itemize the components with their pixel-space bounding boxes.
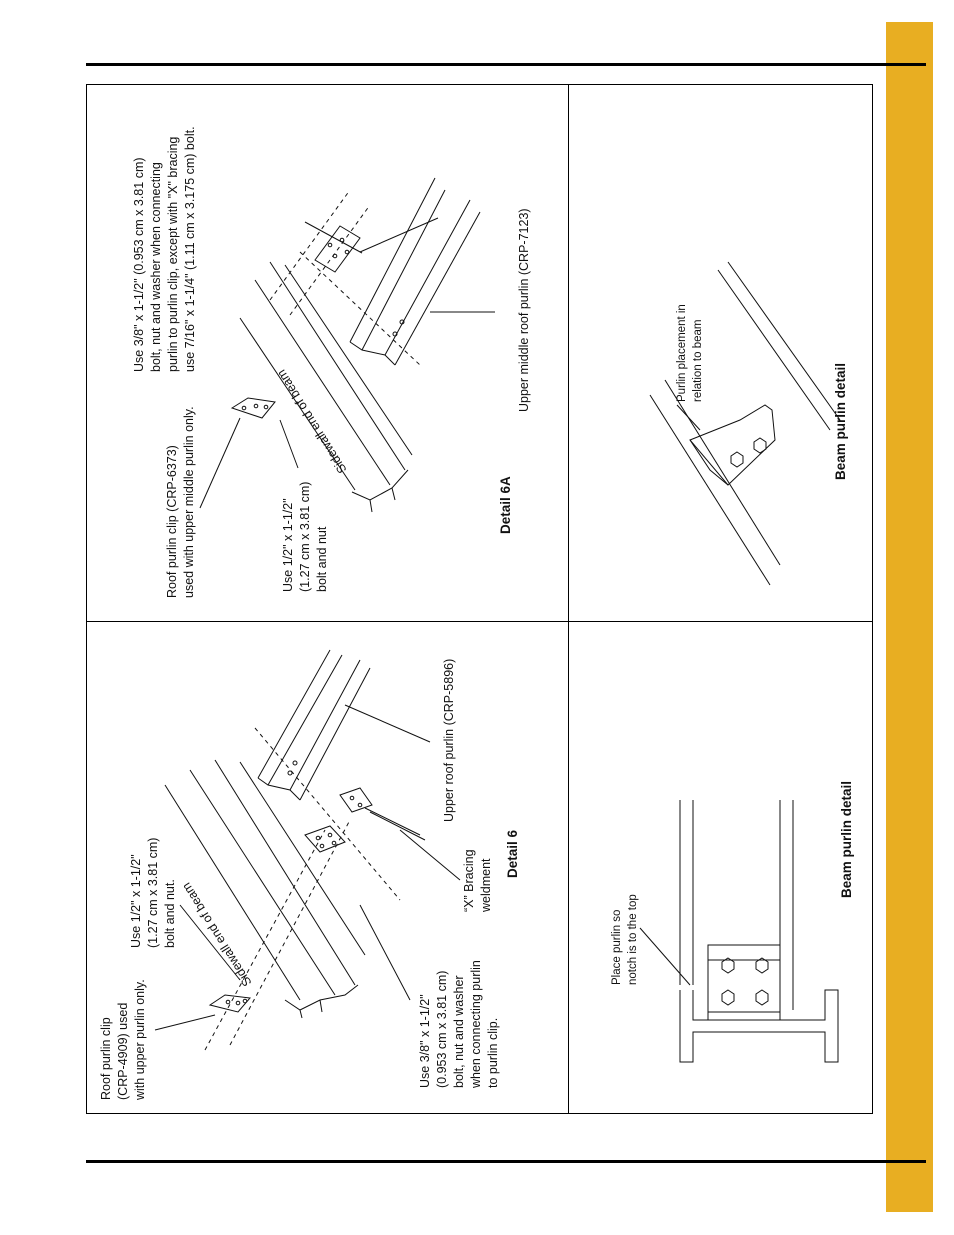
d6-clip-label-1: (CRP-4909) used [116,1002,130,1100]
d6-clip-label-0: Roof purlin clip [99,1017,113,1100]
d6-bolt38-1: (0.953 cm x 3.81 cm) [435,970,449,1088]
br-caption: Beam purlin detail [833,362,848,480]
d6-bolt-half-2: bolt and nut. [163,879,177,948]
d6a-bolt38-1: bolt, nut and washer when connecting [149,162,163,372]
d6a-bolt-half-2: bolt and nut [315,526,329,592]
d6-clip-label-2: with upper purlin only. [133,979,147,1100]
d6a-beam-label: Sidewall end of beam [274,367,350,476]
beam-detail-left-drawing [640,800,838,1062]
d6-xbracing-0: “X” Bracing [462,849,476,912]
d6-caption: Detail 6 [505,829,520,878]
detail6a-drawing [200,178,495,512]
beam-detail-left-labels [611,781,854,985]
detail6-drawing [155,650,460,1050]
d6-xbracing-1: weldment [479,858,493,912]
d6a-bolt38-2: purlin to purlin clip, except with "X" bracing [166,136,180,372]
d6-beam-label: Sidewall end of beam [179,880,255,989]
d6a-caption: Detail 6A [498,476,513,534]
d6-bolt38-0: Use 3/8" x 1-1/2" [418,994,432,1088]
d6a-bolt-half-1: (1.27 cm x 3.81 cm) [298,481,312,592]
bl-caption: Beam purlin detail [839,780,854,898]
d6-bolt38-3: when connecting purlin [469,960,483,1088]
d6a-clip-label-0: Roof purlin clip (CRP-6373) [165,445,179,598]
d6a-clip-label-1: used with upper middle purlin only. [182,406,196,598]
bl-note-1: notch is to the top [627,894,639,985]
d6-bolt38-2: bolt, nut and washer [452,975,466,1088]
d6-bolt-half-0: Use 1/2" x 1-1/2" [129,854,143,948]
br-note-0: Purlin placement in [676,304,688,402]
d6-purlin-label: Upper roof purlin (CRP-5896) [442,658,456,822]
d6a-purlin-label: Upper middle roof purlin (CRP-7123) [517,208,531,412]
d6-bolt38-4: to purlin clip. [486,1017,500,1088]
detail6a-labels [132,126,531,598]
d6a-bolt38-3: use 7/16" x 1-1/4" (1.11 cm x 3.175 cm) bolt. [183,126,197,372]
detail6-labels [99,659,520,1101]
d6a-bolt-half-0: Use 1/2" x 1-1/2" [281,498,295,592]
br-note-1: relation to beam [692,319,704,402]
d6-bolt-half-1: (1.27 cm x 3.81 cm) [146,837,160,948]
d6a-bolt38-0: Use 3/8" x 1-1/2" (0.953 cm x 3.81 cm) [132,157,146,372]
bl-note-0: Place purlin so [611,909,623,985]
